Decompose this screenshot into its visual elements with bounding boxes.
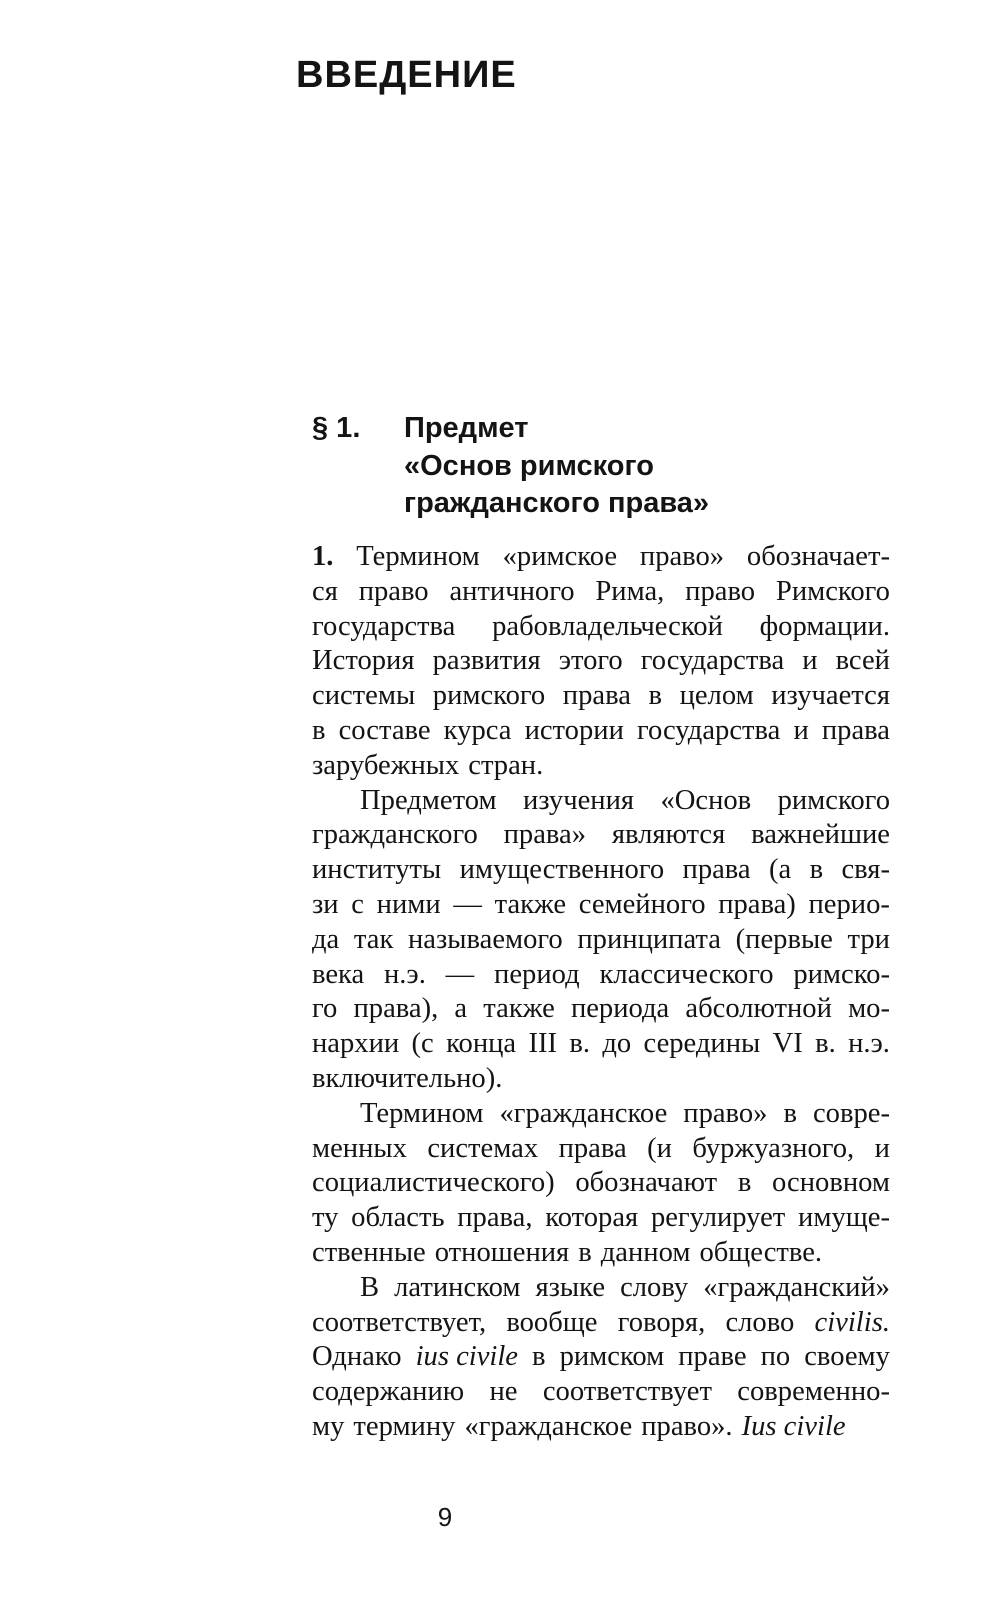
word: в [737, 1167, 752, 1199]
word: курса [443, 714, 512, 746]
text-line [312, 1201, 890, 1236]
text-line [312, 610, 890, 645]
word: VI [772, 1028, 803, 1060]
word: отношения [434, 1236, 570, 1268]
word: область [351, 1202, 445, 1234]
word: по [760, 1341, 791, 1373]
word: формации. [759, 610, 890, 642]
word: термину [353, 1410, 456, 1442]
word: буржуазного, [692, 1132, 855, 1164]
word: обществе. [699, 1236, 823, 1268]
word: развития [432, 645, 541, 677]
word: совре- [812, 1097, 890, 1129]
text-line [312, 923, 890, 958]
text-line [312, 1410, 890, 1445]
word: государства [312, 610, 456, 642]
word: римского [777, 784, 890, 816]
word: в [532, 1341, 546, 1373]
word: Термином [360, 1097, 484, 1129]
word: права [682, 854, 751, 886]
word: в [809, 854, 824, 886]
word: период [494, 958, 580, 990]
word: римском [559, 1341, 665, 1373]
word: права [558, 1132, 627, 1164]
word: стран. [468, 749, 544, 781]
word: которая [545, 1202, 639, 1234]
word: «Основ [660, 784, 752, 816]
text-line [312, 1271, 890, 1306]
word: права [821, 714, 890, 746]
text-line [312, 1166, 890, 1201]
word: в [783, 1097, 797, 1129]
word: латинском [394, 1271, 521, 1303]
word: институты [312, 854, 442, 886]
word: содержанию [312, 1376, 465, 1408]
word: и [874, 1132, 890, 1164]
word: (первые [735, 923, 833, 955]
word: составе [338, 714, 431, 746]
word: с [351, 888, 364, 920]
word: «гражданское [499, 1097, 668, 1129]
word: — [453, 888, 482, 920]
text-line [312, 1062, 890, 1097]
word: системах [427, 1132, 539, 1164]
word: конца [446, 1028, 517, 1060]
section-heading [312, 410, 709, 523]
word: соответствует [542, 1376, 712, 1408]
word: римско- [793, 958, 890, 990]
word: и [802, 645, 818, 677]
word: право» [639, 541, 725, 572]
word: античного [449, 575, 575, 607]
word: (с [411, 1028, 434, 1060]
word: право [358, 575, 429, 607]
word: му [312, 1410, 345, 1442]
word: в [648, 680, 662, 712]
word: (а [769, 854, 792, 886]
word: права) [718, 888, 796, 920]
word: этого [558, 645, 623, 677]
word: 1. [312, 541, 334, 572]
text-line [312, 1132, 890, 1167]
word: современно- [737, 1376, 890, 1408]
word: Предметом [360, 784, 497, 816]
word: государства [640, 645, 785, 677]
word: права), [353, 993, 439, 1025]
word: изучается [771, 680, 890, 712]
word: Ius civile [741, 1410, 846, 1442]
word: имуще- [798, 1202, 890, 1234]
word: три [847, 923, 890, 955]
word: свя- [841, 854, 890, 886]
word: системы [312, 680, 416, 712]
text-line [312, 992, 890, 1027]
word: так [353, 923, 394, 955]
word: в [578, 1236, 592, 1268]
body-text [312, 540, 890, 1445]
word: обозначает- [746, 541, 890, 572]
word: середины [643, 1028, 761, 1060]
word: ту [312, 1202, 339, 1234]
word: права» [503, 819, 587, 851]
text-line [312, 679, 890, 714]
word: целом [679, 680, 754, 712]
word: своему [804, 1341, 890, 1373]
word: слову [620, 1271, 689, 1303]
word: Римского [775, 575, 890, 607]
word: ius civile [415, 1341, 519, 1373]
section-title-line: Предмет [404, 412, 529, 444]
word: зарубежных [312, 749, 460, 781]
word: периода [570, 993, 670, 1025]
word: мо- [848, 993, 890, 1025]
text-line [312, 1340, 890, 1375]
text-line [312, 1375, 890, 1410]
text-line [312, 853, 890, 888]
word: также [494, 888, 567, 920]
text-line [312, 575, 890, 610]
word: рабовладельческой [492, 610, 723, 642]
word: называемого [408, 923, 563, 955]
word: III [528, 1028, 558, 1060]
word: и [793, 714, 809, 746]
section-title-line: «Основ римского [404, 449, 654, 482]
word: являются [611, 819, 726, 851]
word: ся [312, 575, 338, 607]
word: не [489, 1376, 518, 1408]
word: н.э. [383, 958, 426, 990]
word: «гражданское [464, 1410, 633, 1442]
word: а [454, 993, 468, 1025]
word: в [312, 714, 326, 746]
word: В [360, 1271, 380, 1303]
word: регулирует [650, 1202, 786, 1234]
word: да [312, 923, 340, 955]
section-title-line: гражданского права» [404, 487, 710, 519]
word: нархии [312, 1028, 400, 1060]
word: всей [835, 645, 890, 677]
word: Однако [312, 1341, 402, 1373]
word: (и [647, 1132, 672, 1164]
word: также [483, 993, 555, 1025]
word: civilis. [814, 1306, 890, 1338]
word: гражданского [312, 819, 478, 851]
text-line [312, 818, 890, 853]
word: ственные [312, 1236, 426, 1268]
word: римского [432, 680, 546, 712]
word: социалистического) [312, 1167, 555, 1199]
word: слово [725, 1306, 795, 1338]
text-line [312, 958, 890, 993]
word: данном [600, 1236, 691, 1268]
word: государства [636, 714, 781, 746]
paragraph [312, 1097, 890, 1271]
word: менных [312, 1132, 407, 1164]
word: Термином [356, 541, 480, 572]
word: абсолютной [685, 993, 832, 1025]
word: до [602, 1028, 632, 1060]
word: зи [312, 888, 339, 920]
word: — [445, 958, 475, 990]
text-line [312, 1236, 890, 1271]
paragraph [312, 1271, 890, 1445]
word: право» [683, 1097, 768, 1129]
word: основном [772, 1167, 890, 1199]
word: говоря, [617, 1306, 706, 1338]
word: принципата [577, 923, 721, 955]
word: права, [457, 1202, 533, 1234]
word: соответствует, [312, 1306, 487, 1338]
text-line [312, 888, 890, 923]
text-line [312, 644, 890, 679]
word: История [312, 645, 415, 677]
word: в. [569, 1028, 591, 1060]
paragraph [312, 784, 890, 1097]
word: важнейшие [751, 819, 890, 851]
word: вообще [506, 1306, 598, 1338]
word: право [685, 575, 756, 607]
word: н.э. [848, 1028, 890, 1060]
word: семейного [578, 888, 706, 920]
word: «гражданский» [703, 1271, 890, 1303]
paragraph [312, 540, 890, 784]
word: перио- [808, 888, 890, 920]
text-line [312, 1306, 890, 1341]
word: в. [815, 1028, 836, 1060]
page-number: 9 [437, 1502, 453, 1532]
word: ними [376, 888, 441, 920]
text-line [312, 784, 890, 819]
word: имущественного [459, 854, 665, 886]
word: «римское [502, 541, 618, 572]
text-line [312, 714, 890, 749]
word: право». [641, 1410, 733, 1442]
word: истории [524, 714, 624, 746]
word: языке [535, 1271, 606, 1303]
word: включительно). [312, 1062, 503, 1094]
text-line [312, 749, 890, 784]
word: праве [678, 1341, 747, 1373]
word: века [312, 958, 365, 990]
word: права [562, 680, 631, 712]
word: изучения [522, 784, 635, 816]
text-line [312, 1097, 890, 1132]
text-line [312, 1027, 890, 1062]
chapter-title: ВВЕДЕНИЕ [296, 54, 517, 96]
word: го [312, 993, 338, 1025]
word: классического [599, 958, 774, 990]
text-line [312, 540, 890, 575]
section-number: § 1. [312, 412, 361, 444]
section-title [404, 410, 709, 523]
word: обозначают [575, 1167, 718, 1199]
word: Рима, [595, 575, 665, 607]
